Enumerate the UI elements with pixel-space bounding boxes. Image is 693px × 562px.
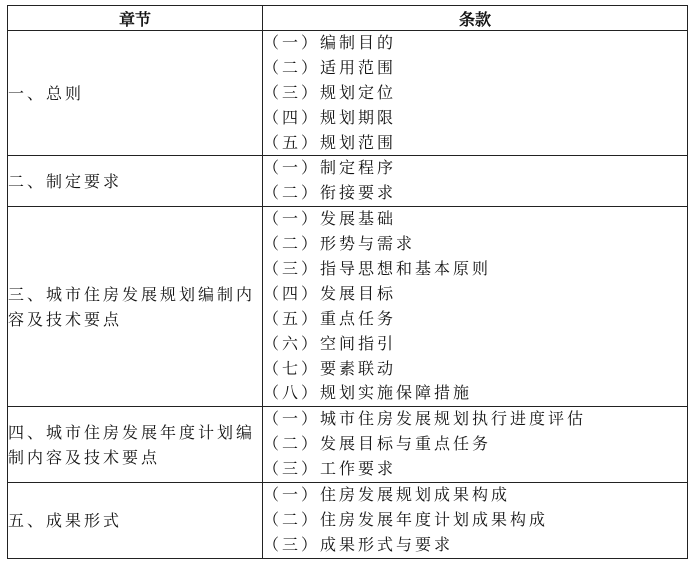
clause-item: （一）住房发展规划成果构成 — [263, 485, 511, 505]
table-row — [8, 31, 688, 156]
clause-item: （二）住房发展年度计划成果构成 — [263, 509, 549, 529]
clause-item: （一）制定程序 — [263, 158, 397, 178]
clause-item: （六）空间指引 — [263, 333, 397, 353]
header-clauses: 条款 — [263, 6, 688, 31]
chapter-cell: 三、城市住房发展规划编制内容及技术要点 — [8, 207, 263, 407]
chapter-cell: 一、总则 — [8, 31, 263, 156]
clauses-table — [7, 5, 688, 559]
clause-item: （一）城市住房发展规划执行进度评估 — [263, 409, 587, 429]
clauses-cell — [263, 407, 688, 483]
clause-item: （三）指导思想和基本原则 — [263, 259, 492, 279]
clause-item: （一）编制目的 — [263, 33, 397, 52]
chapter-cell: 五、成果形式 — [8, 483, 263, 559]
clause-item: （四）规划期限 — [263, 107, 397, 127]
clause-item: （四）发展目标 — [263, 283, 397, 303]
clauses-cell — [263, 31, 688, 156]
table-row — [8, 407, 688, 483]
clause-item: （二）形势与需求 — [263, 234, 416, 254]
header-chapter: 章节 — [8, 6, 263, 31]
clause-item: （一）发展基础 — [263, 209, 397, 229]
clause-item: （二）衔接要求 — [263, 183, 397, 203]
clause-item: （七）要素联动 — [263, 358, 397, 378]
clauses-cell — [263, 483, 688, 559]
chapter-cell: 四、城市住房发展年度计划编制内容及技术要点 — [8, 407, 263, 483]
table-row — [8, 156, 688, 207]
clause-item: （二）发展目标与重点任务 — [263, 434, 492, 454]
clause-item: （五）规划范围 — [263, 132, 397, 152]
clause-item: （二）适用范围 — [263, 57, 397, 77]
clauses-cell — [263, 156, 688, 207]
clauses-cell — [263, 207, 688, 407]
table-row — [8, 483, 688, 559]
clause-item: （五）重点任务 — [263, 308, 397, 328]
clause-item: （八）规划实施保障措施 — [263, 383, 473, 403]
table-row — [8, 207, 688, 407]
clause-item: （三）工作要求 — [263, 459, 397, 479]
chapter-cell: 二、制定要求 — [8, 156, 263, 207]
header-row — [8, 6, 688, 31]
clause-item: （三）成果形式与要求 — [263, 534, 454, 554]
clause-item: （三）规划定位 — [263, 82, 397, 102]
